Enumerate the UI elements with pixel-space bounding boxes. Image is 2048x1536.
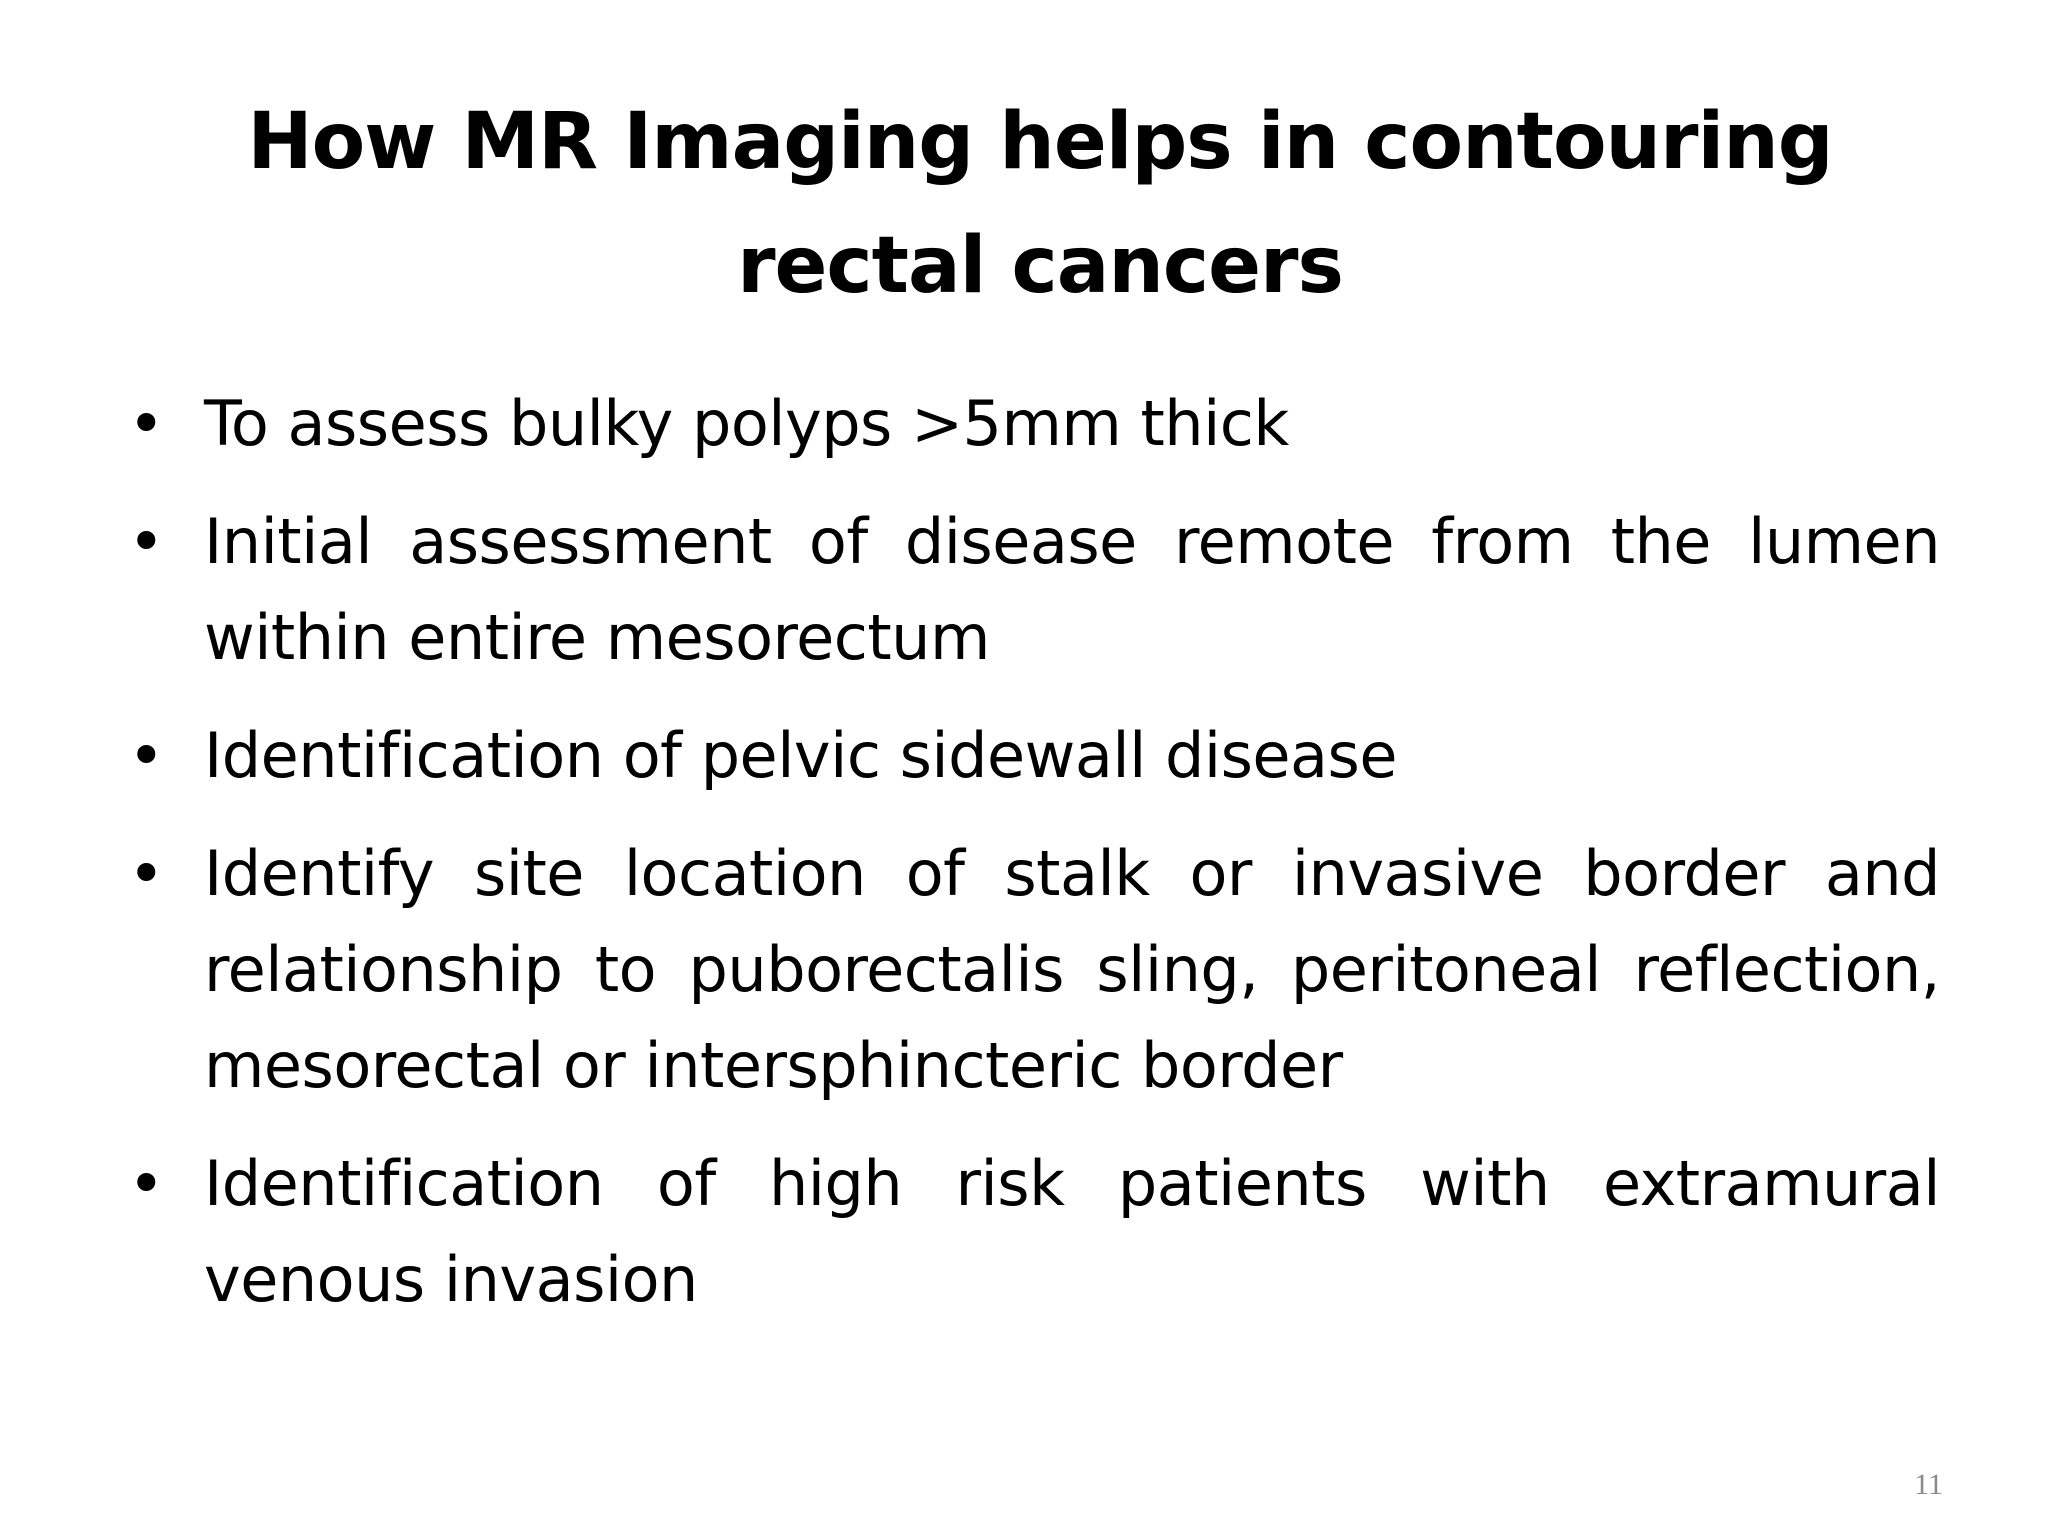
bullet-icon: • — [128, 505, 165, 578]
bullet-icon: • — [128, 387, 165, 460]
bullet-icon: • — [128, 719, 165, 792]
bullet-item-1 — [120, 376, 1940, 472]
bullet-text: Identification of pelvic sidewall disease — [204, 719, 1397, 792]
bullet-item-3 — [120, 708, 1940, 804]
bullet-icon: • — [128, 1147, 165, 1220]
bullet-icon: • — [128, 837, 165, 910]
bullet-item-5 — [120, 1136, 1940, 1328]
bullet-text: To assess bulky polyps >5mm thick — [204, 387, 1289, 460]
slide-title-line-1: How MR Imaging helps in contouring — [247, 97, 1833, 187]
slide-title-line-2: rectal cancers — [737, 221, 1343, 311]
slide-title — [180, 80, 1900, 328]
bullet-text: Identify site location of stalk or invasive border and relationship to puborectalis sling, peritoneal reflection, mesorectal or intersphincteric border — [204, 837, 1940, 1102]
bullet-item-4 — [120, 826, 1940, 1114]
bullet-text: Identification of high risk patients with extramural venous invasion — [204, 1147, 1940, 1316]
bullet-item-2 — [120, 494, 1940, 686]
page-number: 11 — [1914, 1468, 1943, 1501]
bullet-text: Initial assessment of disease remote from the lumen within entire mesorectum — [204, 505, 1940, 674]
bullet-list — [120, 376, 1940, 1350]
